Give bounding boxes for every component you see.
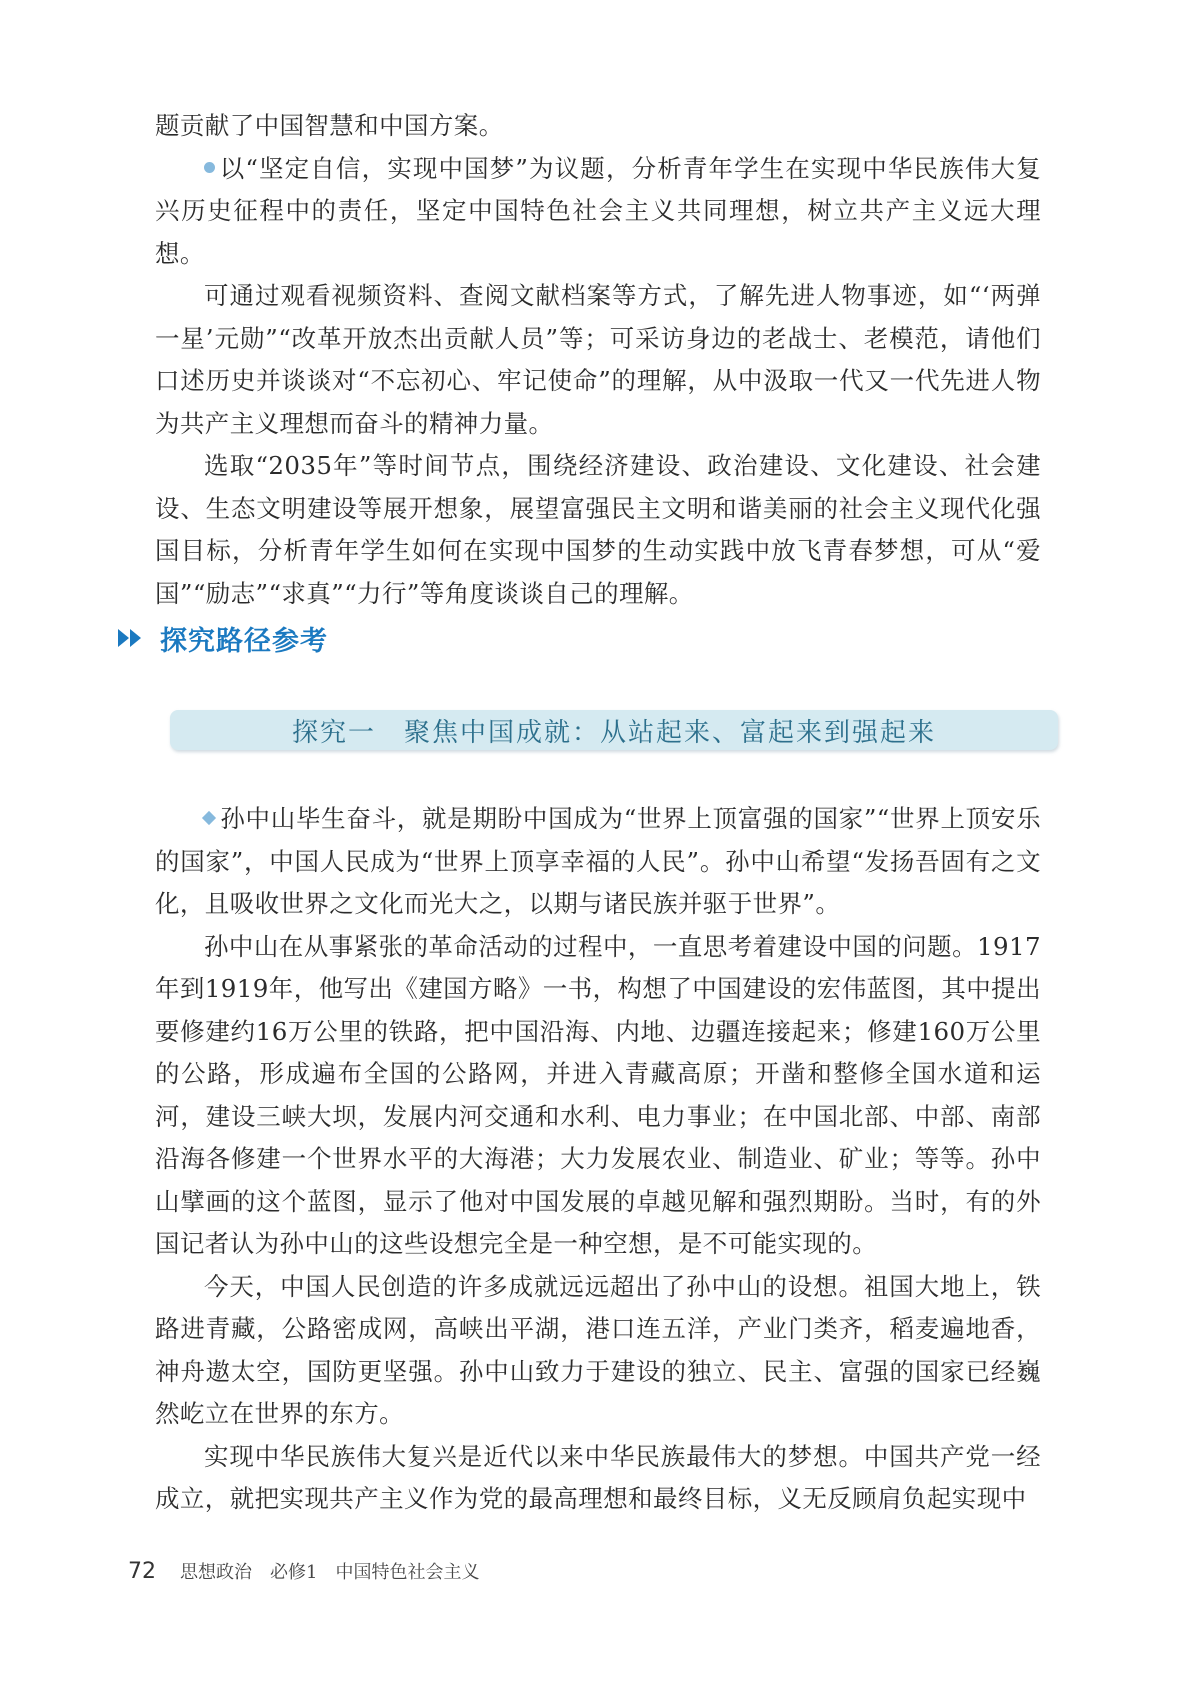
bullet-topic-text: 以“坚定自信，实现中国梦”为议题，分析青年学生在实现中华民族伟大复兴历史征程中的责任，坚定中国特色社会主义共同理想，树立共产主义远大理想。 [155,153,1041,268]
paragraph-methods: 可通过观看视频资料、查阅文献档案等方式，了解先进人物事迹，如“‘两弹一星’元勋”“改革开放杰出贡献人员”等；可采访身边的老战士、老模范，请他们口述历史并谈谈对“不忘初心、牢记使命”的理解，从中汲取一代又一代先进人物为共产主义理想而奋斗的精神力量。 [155,281,1041,438]
page-number: 72 [128,1559,156,1584]
paragraph-continuation: 题贡献了中国智慧和中国方案。 [155,111,504,140]
banner-title: 探究一 聚焦中国成就：从站起来、富起来到强起来 [291,717,936,748]
inquiry-banner [170,710,1058,750]
section-heading [118,618,328,658]
diamond-bullet-icon [202,810,216,824]
page-footer [128,1558,479,1584]
top-text-block [155,105,1041,615]
paragraph-today: 今天，中国人民创造的许多成就远远超出了孙中山的设想。祖国大地上，铁路进青藏，公路密成网，高峡出平湖，港口连五洋，产业门类齐，稻麦遍地香，神舟遨太空，国防更坚强。孙中山致力于建设的独立、民主、富强的国家已经巍然屹立在世界的东方。 [155,1271,1041,1428]
section-title: 探究路径参考 [160,625,328,657]
circle-bullet-icon [204,162,215,173]
paragraph-jianguo-fanglue: 孙中山在从事紧张的革命活动的过程中，一直思考着建设中国的问题。1917年到1919年，他写出《建国方略》一书，构想了中国建设的宏伟蓝图，其中提出要修建约16万公里的铁路，把中国沿海、内地、边疆连接起来；修建160万公里的公路，形成遍布全国的公路网，并进入青藏高原；开凿和整修全国水道和运河，建设三峡大坝，发展内河交通和水利、电力事业；在中国北部、中部、南部沿海各修建一个世界水平的大海港；大力发展农业、制造业、矿业；等等。孙中山擘画的这个蓝图，显示了他对中国发展的卓越见解和强烈期盼。当时，有的外国记者认为孙中山的这些设想完全是一种空想，是不可能实现的。 [155,931,1041,1258]
paragraph-bullet-topic [155,148,1041,276]
paragraph-sun-yatsen-dream [155,798,1041,926]
sun-yatsen-dream-text: 孙中山毕生奋斗，就是期盼中国成为“世界上顶富强的国家”“世界上顶安乐的国家”，中国人民成为“世界上顶享幸福的人民”。孙中山希望“发扬吾固有之文化，且吸收世界之文化而光大之，以期与诸民族并驱于世界”。 [155,804,1042,918]
paragraph-2035: 选取“2035年”等时间节点，围绕经济建设、政治建设、文化建设、社会建设、生态文明建设等展开想象，展望富强民主文明和谐美丽的社会主义现代化强国目标，分析青年学生如何在实现中国梦的生动实践中放飞青春梦想，可从“爱国”“励志”“求真”“力行”等角度谈谈自己的理解。 [155,451,1041,608]
paragraph-rejuvenation: 实现中华民族伟大复兴是近代以来中华民族最伟大的梦想。中国共产党一经成立，就把实现共产主义作为党的最高理想和最终目标，义无反顾肩负起实现中 [155,1441,1041,1513]
book-info: 思想政治 必修1 中国特色社会主义 [180,1562,480,1583]
body-text-block [155,798,1041,1521]
double-arrow-icon [118,629,142,647]
